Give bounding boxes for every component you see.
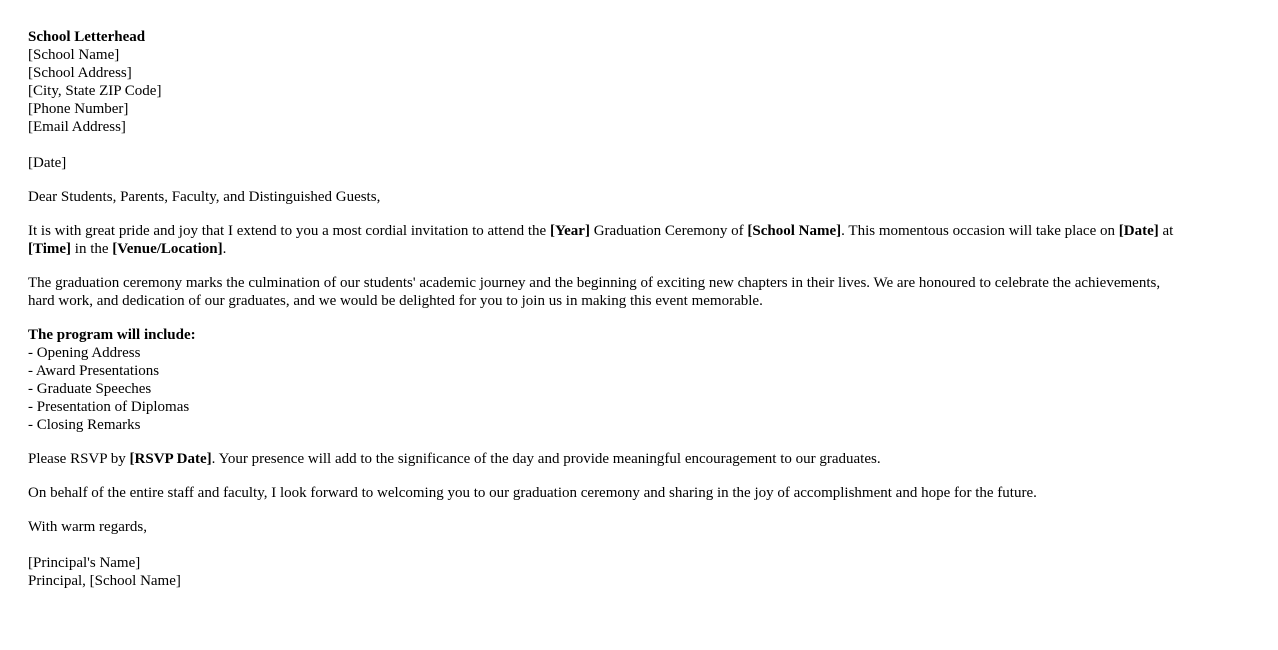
invitation-paragraph-line-2: [Time] in the [Venue/Location]. — [28, 241, 227, 257]
program-item: - Presentation of Diplomas — [28, 399, 190, 415]
ceremony-paragraph — [28, 274, 1258, 310]
salutation: Dear Students, Parents, Faculty, and Distinguished Guests, — [28, 189, 381, 205]
sign-off: With warm regards, — [28, 519, 147, 535]
program-item: - Opening Address — [28, 345, 141, 361]
letterhead-phone: [Phone Number] — [28, 101, 129, 117]
ceremony-paragraph-line-2: hard work, and dedication of our graduates, and we would be delighted for you to join us in making this event memorable. — [28, 293, 763, 309]
letterhead-school-address: [School Address] — [28, 65, 132, 81]
program-item: - Award Presentations — [28, 363, 160, 379]
invitation-paragraph — [28, 222, 1258, 258]
letterhead-city-state-zip: [City, State ZIP Code] — [28, 83, 162, 99]
letterhead — [28, 28, 1258, 136]
letterhead-title: School Letterhead — [28, 29, 146, 45]
program-item: - Graduate Speeches — [28, 381, 152, 397]
program-heading: The program will include: — [28, 327, 196, 343]
principal-title: Principal, [School Name] — [28, 573, 181, 589]
letter-document — [28, 28, 1258, 590]
principal-name: [Principal's Name] — [28, 555, 141, 571]
program-section — [28, 326, 1258, 434]
program-item: - Closing Remarks — [28, 417, 141, 433]
closing-paragraph: On behalf of the entire staff and faculty, I look forward to welcoming you to our graduation ceremony and sharing in the joy of accomplishment and hope for the future. — [28, 485, 1037, 501]
invitation-paragraph-line-1: It is with great pride and joy that I extend to you a most cordial invitation to attend the [Year] Graduation Ceremony of [School Name]. This momentous occasion will take place on [Date] at — [28, 223, 1174, 239]
letter-date: [Date] — [28, 155, 67, 171]
signature-block — [28, 554, 1258, 590]
ceremony-paragraph-line-1: The graduation ceremony marks the culmination of our students' academic journey and the beginning of exciting new chapters in their lives. We are honoured to celebrate the achievements, — [28, 275, 1161, 291]
rsvp-paragraph: Please RSVP by [RSVP Date]. Your presence will add to the significance of the day and provide meaningful encouragement to our graduates. — [28, 451, 881, 467]
letterhead-email: [Email Address] — [28, 119, 126, 135]
letterhead-school-name: [School Name] — [28, 47, 120, 63]
